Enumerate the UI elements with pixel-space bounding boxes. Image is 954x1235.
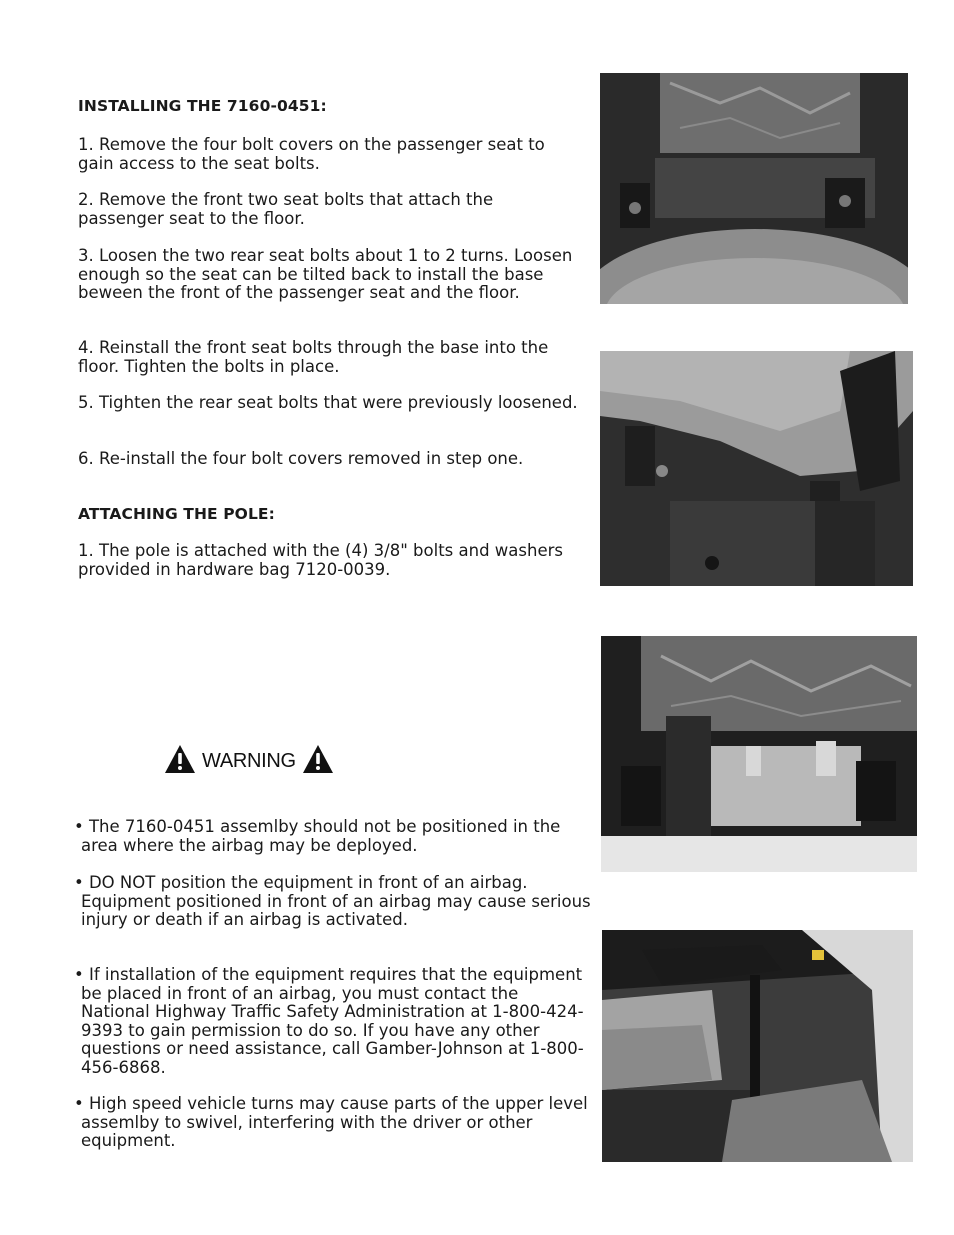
installing-heading: INSTALLING THE 7160-0451: (78, 97, 327, 115)
install-step-2: 2. Remove the front two seat bolts that attach the passenger seat to the floor. (78, 190, 494, 228)
warning-bullet: • The 7160-0451 assemlby should not be positioned in the area where the airbag may be deployed. (74, 817, 561, 855)
warning-bullet: • If installation of the equipment requires that the equipment be placed in front of an airbag, you must contact the National Highway Traffic Safety Administration at 1-800-424-9393 to gain permission to do so. If you have any other questions or need assistance, call Gamber-Johnson at 1-800-456-6868. (74, 965, 584, 1077)
warning-triangle-icon (302, 744, 334, 778)
install-step-6: 6. Re-install the four bolt covers removed in step one. (78, 449, 524, 468)
warning-bullet: • High speed vehicle turns may cause parts of the upper level assemlby to swivel, interfering with the driver or other equipment. (74, 1094, 588, 1150)
warning-label: WARNING (202, 749, 296, 772)
install-step-3: 3. Loosen the two rear seat bolts about 1 to 2 turns. Loosen enough so the seat can be tilted back to install the base beween the front of the passenger seat and the floor. (78, 246, 573, 302)
install-step-5: 5. Tighten the rear seat bolts that were previously loosened. (78, 393, 578, 412)
photo-front-seat-bolts (600, 351, 913, 586)
attaching-heading: ATTACHING THE POLE: (78, 505, 275, 523)
warning-banner (164, 745, 334, 777)
photo-base-installed (601, 636, 917, 872)
photo-seat-bolt-covers (600, 73, 908, 304)
install-step-1: 1. Remove the four bolt covers on the passenger seat to gain access to the seat bolts. (78, 135, 545, 173)
warning-bullet: • DO NOT position the equipment in front of an airbag. Equipment positioned in front of an airbag may cause serious injury or death if an airbag is activated. (74, 873, 591, 929)
attach-step-1: 1. The pole is attached with the (4) 3/8" bolts and washers provided in hardware bag 7120-0039. (78, 541, 563, 579)
warning-triangle-icon (164, 744, 196, 778)
photo-pole-installed (602, 930, 913, 1162)
install-step-4: 4. Reinstall the front seat bolts through the base into the floor. Tighten the bolts in place. (78, 338, 549, 376)
